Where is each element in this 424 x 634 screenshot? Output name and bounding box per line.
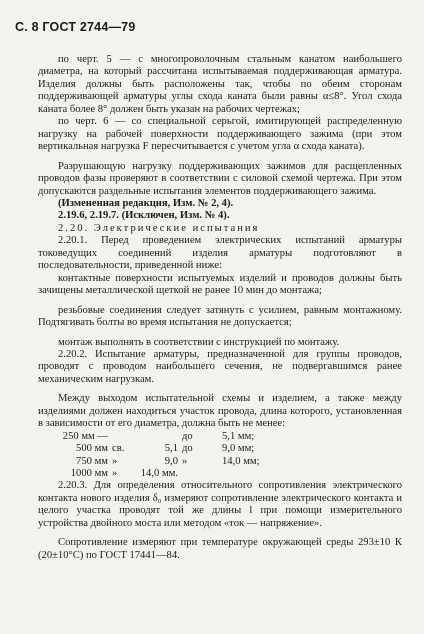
length-cell: 500 мм (76, 443, 108, 455)
paragraph-2-20-2: 2.20.2. Испытание арматуры, предназначенной для группы проводов, проводят с проводом наибольшего сечения, не подвергавшимся ранее механическим нагрузкам. (38, 348, 402, 385)
section-heading-electrical-tests: 2.20. Электрические испытания (58, 222, 260, 234)
paragraph-mounting: монтаж выполнять в соответствии с инструкцией по монтажу. (58, 336, 340, 348)
paragraph-threaded-joints: резьбовые соединения следует затянуть с усилием, равным монтажному. Подтягивать болты во время испытания не допускается; (38, 304, 402, 329)
table-row (58, 431, 402, 443)
excluded-note: 2.19.6, 2.19.7. (Исключен, Изм. № 4). (58, 210, 230, 222)
table-row (58, 468, 402, 480)
table-row (58, 443, 402, 455)
paragraph-temperature: Сопротивление измеряют при температуре окружающей среды 293±10 К (20±10°С) по ГОСТ 17441—84. (38, 537, 402, 561)
paragraph-contact-surfaces: контактные поверхности испытуемых изделий и проводов должны быть зачищены металлической щеткой не ранее 10 мин до монтажа; (38, 272, 402, 297)
diameter-cell: 9,0 мм; (222, 443, 255, 455)
to-cell: » (182, 455, 188, 467)
table-row (58, 456, 402, 468)
from-cell: 5,1 (164, 443, 178, 455)
from-cell: 14,0 мм. (140, 468, 178, 479)
amendment-note: (Измененная редакция, Изм. № 2, 4). (58, 197, 234, 209)
diameter-cell: 5,1 мм; (222, 430, 255, 442)
paragraph-2-20-3: 2.20.3. Для определения относительного сопротивления электрического контакта нового изделия δ₀ измеряют сопротивление электрического контакта и целого участка проводят той же длины l при помощи измерительного устройства двойного моста или методом «ток — напряжение». (38, 480, 402, 529)
paragraph-2-20-1: 2.20.1. Перед проведением электрических испытаний арматуры токоведущих соединений изделия арматуры подготовляют в последовательности, приведенной ниже: (38, 235, 402, 272)
diameter-cell: 14,0 мм; (222, 455, 260, 467)
to-cell: до (182, 430, 193, 442)
to-cell: до (182, 443, 193, 455)
length-cell: 750 мм (76, 455, 108, 467)
length-table (58, 431, 402, 481)
document-body (38, 54, 402, 562)
condition-cell: » (112, 455, 118, 467)
condition-cell (112, 431, 140, 443)
from-cell (140, 431, 182, 443)
paragraph-fig6: по черт. 6 — со специальной серьгой, имитирующей распределенную нагрузку на рабочей поверхности поддерживающего зажима (при этом вертикальная нагрузка F пересчитывается с учетом угла α схода каната). (38, 116, 402, 153)
paragraph-fig5: по черт. 5 — с многопроволочным стальным канатом наибольшего диаметра, на который рассчитана испытываемая поддерживающая арматура. Изделия должны быть расположены так, чтобы по обеим сторонам поддерживающей арматуры углы схода каната были равны α≤8°. Угол схода каната более 8° должен быть указан на рабочих чертежах; (38, 54, 402, 115)
condition-cell: » (112, 468, 118, 479)
from-cell: 9,0 (164, 455, 178, 467)
paragraph-breaking-load: Разрушающую нагрузку поддерживающих зажимов для расщепленных проводов фазы проверяют в соответствии с силовой схемой чертежа. При этом допускаются раздельные испытания элементов поддерживающего зажима. (38, 160, 402, 197)
diameter-cell (222, 468, 312, 480)
length-cell: 1000 мм (70, 468, 108, 479)
to-cell (182, 468, 222, 480)
length-cell: 250 мм — (62, 430, 108, 442)
paragraph-wire-length: Между выходом испытательной схемы и изделием, а также между изделиями должен находиться участок провода, длина которого, установленная в зависимости от его диаметра, должна быть не менее: (38, 393, 402, 430)
condition-cell: св. (112, 443, 125, 455)
page-header: С. 8 ГОСТ 2744—79 (15, 20, 136, 34)
